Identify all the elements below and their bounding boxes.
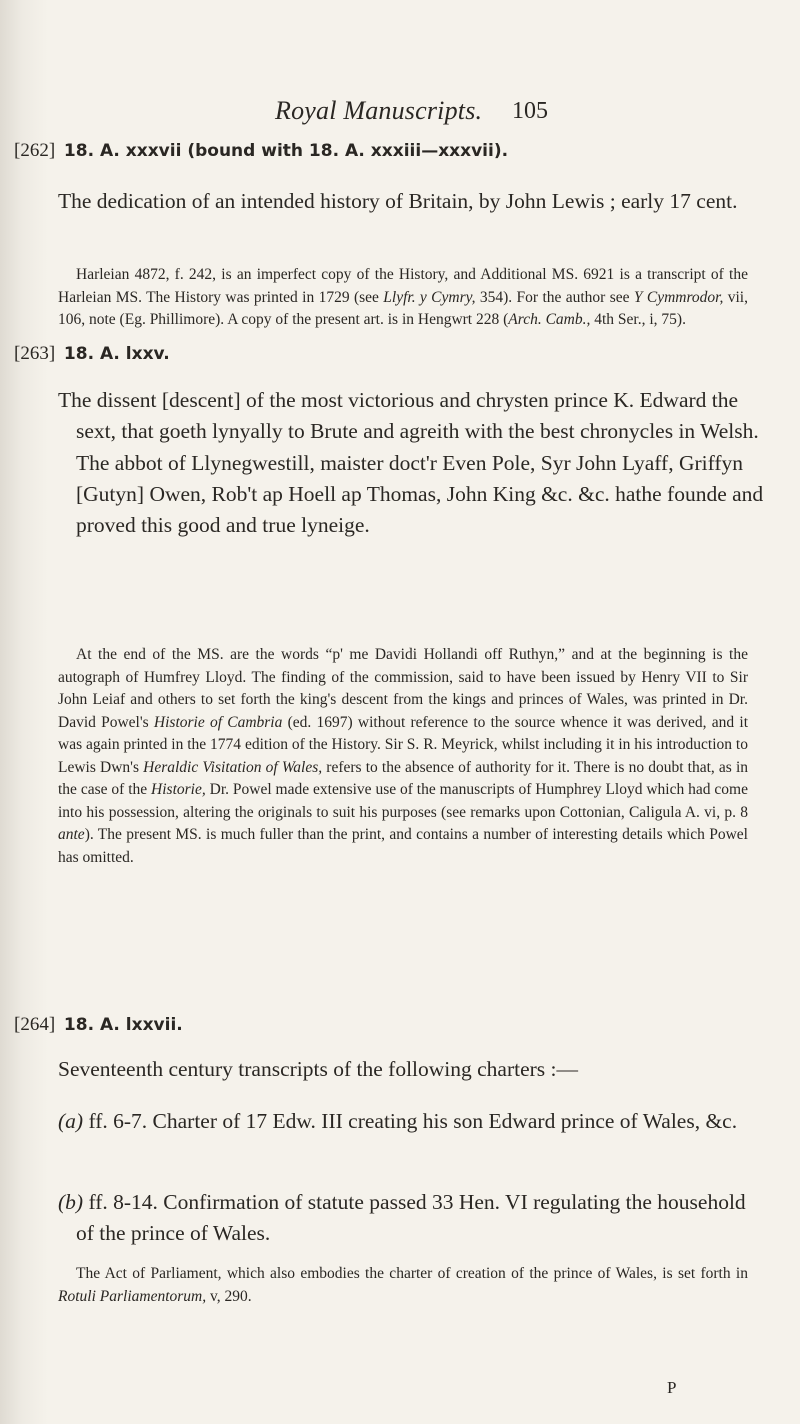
note-citation: Llyfr. y Cymry, — [383, 288, 476, 306]
entry-number: [264] — [14, 1014, 56, 1035]
entry-number: [263] — [14, 343, 56, 364]
note-text: At the end of the MS. are the words “p' me Davidi Hollandi off Ruthyn,” and at the beginning is the autograph of Humfrey Lloyd. The finding of the commission, said to have been issued by Henry VII to Sir John Leiaf and others to set forth the king's descent from the kings and princes of Wales, was printed in Dr. David Powel's — [58, 646, 748, 731]
item-text: ff. 8-14. Confirmation of statute passed 33 Hen. VI regulating the household of the prince of Wales. — [76, 1190, 746, 1245]
note-citation: Y Cymmrodor, — [633, 288, 724, 306]
entry-description — [58, 385, 766, 541]
running-title: Royal Manuscripts. — [275, 96, 483, 125]
note-citation: Rotuli Parliamentorum, — [58, 1287, 207, 1305]
signature-mark: P — [667, 1378, 677, 1397]
note-text: 4th Ser., i, 75). — [590, 311, 686, 328]
entry-heading — [14, 140, 508, 162]
description-text: The dissent [descent] of the most victorious and chrysten prince K. Edward the sext, that goeth lynyally to Brute and agreith with the best chronycles in Welsh. The abbot of Llynegwestill, maister doct'r Even Pole, Syr John Lyaff, Griffyn [Gutyn] Owen, Rob't ap Hoell ap Thomas, John King &c. &c. hathe founde and proved this good and true lyneige. — [58, 388, 764, 538]
shelfmark: 18. A. xxxvii (bound with 18. A. xxxiii—xxxvii). — [63, 141, 509, 161]
note-text: (ed. 1697) without reference to the source whence it was derived, and it was again printed in the 1774 edition of the History. Sir S. R. Meyrick, whilst including it in his introduction to Lewis Dwn's — [58, 713, 749, 776]
page-number: 105 — [512, 98, 548, 124]
entry-note — [58, 1263, 748, 1308]
note-text: ). The present MS. is much fuller than the print, and contains a number of interesting details which Powel has omitted. — [58, 826, 748, 866]
entry-note — [58, 644, 748, 869]
shelfmark: 18. A. lxxv. — [63, 344, 170, 364]
running-head — [0, 96, 800, 132]
note-text: Dr. Powel made extensive use of the manuscripts of Humphrey Lloyd which had come into his possession, altering the originals to suit his purposes (see remarks upon Cottonian, Caligula A. vi, p. 8 — [58, 781, 748, 821]
entry-heading — [14, 343, 170, 365]
note-text: v, 290. — [206, 1287, 252, 1305]
charter-item-a — [58, 1106, 766, 1137]
entry-heading — [14, 1014, 183, 1036]
description-text: Seventeenth century transcripts of the following charters :— — [58, 1057, 579, 1081]
item-label: (b) — [58, 1190, 84, 1214]
entry-number: [262] — [14, 140, 56, 161]
entry-description — [58, 186, 766, 217]
note-text: Harleian 4872, f. 242, is an imperfect copy of the History, and Additional MS. 6921 is a transcript of the Harleian MS. The History was printed in 1729 (see — [58, 266, 748, 306]
item-text: ff. 6-7. Charter of 17 Edw. III creating his son Edward prince of Wales, &c. — [83, 1109, 738, 1133]
item-label: (a) — [58, 1109, 84, 1133]
shelfmark: 18. A. lxxvii. — [63, 1015, 183, 1035]
note-text: The Act of Parliament, which also embodies the charter of creation of the prince of Wales, is set forth in — [76, 1265, 748, 1282]
note-text: refers to the absence of authority for it. There is no doubt that, as in the case of the — [58, 758, 749, 798]
note-citation: Historie, — [151, 781, 206, 798]
note-paragraph — [58, 1263, 748, 1308]
entry-description — [58, 1054, 748, 1085]
description-text: The dedication of an intended history of Britain, by John Lewis ; early 17 cent. — [58, 189, 738, 213]
note-text: vii, 106, note (Eg. Phillimore). A copy of the present art. is in Hengwrt 228 ( — [58, 288, 748, 328]
note-paragraph — [58, 264, 748, 332]
note-citation: Heraldic Visitation of Wales, — [143, 758, 323, 776]
charter-item-b — [58, 1187, 766, 1249]
note-text: 354). For the author see — [475, 288, 634, 306]
note-citation: ante — [58, 826, 85, 843]
note-citation: Arch. Camb., — [508, 311, 591, 328]
note-paragraph — [58, 644, 748, 869]
entry-note — [58, 264, 748, 332]
note-citation: Historie of Cambria — [153, 713, 283, 731]
